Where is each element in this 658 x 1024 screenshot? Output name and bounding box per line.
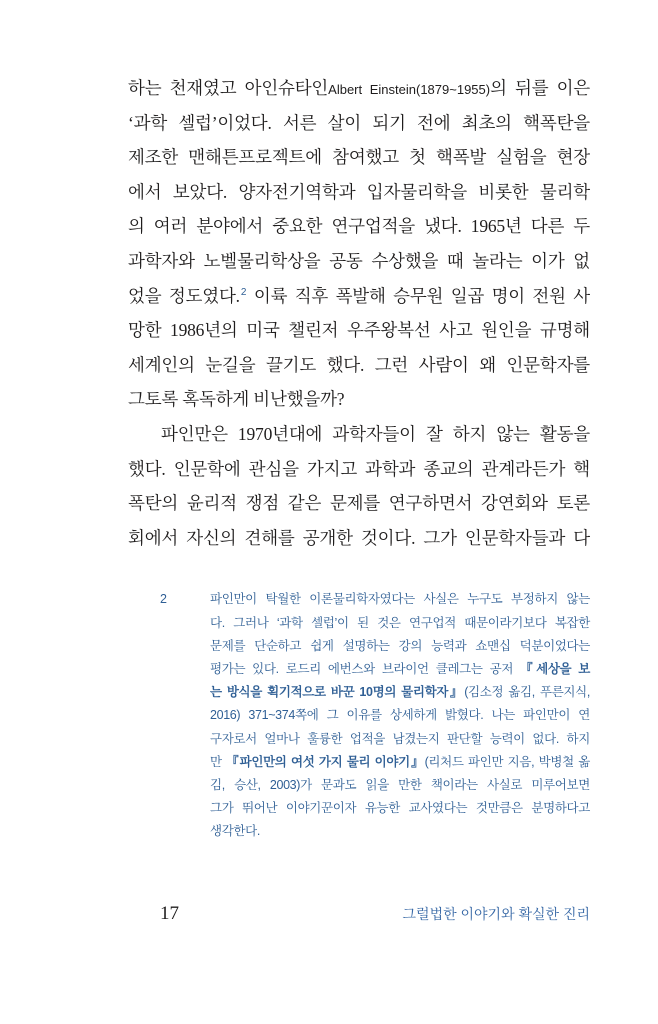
body-line-1-text-after: 의 뒤를 이은	[490, 78, 591, 98]
footnote-line-4	[210, 658, 590, 681]
footnote-line-7: 구자로서 얼마나 훌륭한 업적을 남겼는지 판단할 능력이 없다. 하지	[210, 731, 590, 746]
footnote-line-8	[210, 751, 590, 774]
body-line-11: 파인만은 1970년대에 과학자들이 잘 하지 않는 활동을	[161, 423, 590, 444]
body-line-7-text-after: 이륙 직후 폭발해 승무원 일곱 명이 전원 사	[246, 285, 590, 306]
footnote-line-3: 문제를 단순하고 쉽게 설명하는 강의 능력과 쇼맨십 덕분이었다는	[210, 638, 590, 653]
body-line-6: 과학자와 노벨물리학상을 공동 수상했을 때 놀라는 이가 없	[128, 250, 590, 271]
body-line-3: 제조한 맨해튼프로젝트에 참여했고 첫 핵폭발 실험을 현장	[128, 147, 590, 168]
footnote-line-5	[210, 681, 590, 704]
footnote-line-1: 파인만이 탁월한 이론물리학자였다는 사실은 누구도 부정하지 않는	[210, 592, 590, 607]
body-line-1-text: 하는 천재였고 아인슈타인	[128, 78, 329, 98]
body-line-2: ‘과학 셀럽’이었다. 서른 살이 되기 전에 최초의 핵폭탄을	[128, 112, 590, 133]
footnote-line-5-text-after: (김소정 옮김, 푸른지식,	[464, 685, 590, 700]
footnote-reference: 2	[240, 286, 247, 298]
body-text	[128, 71, 590, 555]
footnote-line-2: 다. 그러나 ‘과학 셀럽’이 된 것은 연구업적 때문이라기보다 복잡한	[210, 615, 590, 630]
footnote-line-4-text: 평가는 있다. 로드리 에번스와 브라이언 클레그는 공저	[210, 661, 521, 676]
body-line-7-text: 었을 정도였다.	[128, 285, 240, 306]
book-title-bold: 『파인만의 여섯 가지 물리 이야기』	[226, 754, 425, 769]
body-line-9: 세계인의 눈길을 끌기도 했다. 그런 사람이 왜 인문학자를	[128, 354, 590, 375]
body-line-1	[128, 71, 590, 106]
footnote-line-10: 그가 뛰어난 이야기꾼이자 유능한 교사였다는 것만큼은 분명하다고	[210, 801, 590, 816]
body-line-8: 망한 1986년의 미국 챌린저 우주왕복선 사고 원인을 규명해	[128, 320, 590, 341]
footnote-text	[210, 588, 590, 843]
latin-name: Albert Einstein(1879~1955)	[328, 82, 491, 97]
footnote-line-8-text-after: (리처드 파인만 지음, 박병철 옮	[424, 754, 590, 769]
body-line-14: 회에서 자신의 견해를 공개한 것이다. 그가 인문학자들과 다	[128, 527, 590, 548]
footnote-line-11: 생각한다.	[210, 824, 261, 839]
body-line-12: 했다. 인문학에 관심을 가지고 과학과 종교의 관계라든가 핵	[128, 458, 590, 479]
body-line-4: 에서 보았다. 양자전기역학과 입자물리학을 비롯한 물리학	[128, 181, 590, 202]
footnote-line-8-text: 만	[210, 754, 227, 769]
footnote-line-9: 김, 승산, 2003)가 문과도 읽을 만한 책이라는 사실로 미루어보면	[210, 777, 590, 792]
page-number: 17	[160, 903, 179, 924]
body-line-7	[128, 279, 590, 314]
book-title-bold: 『세상을 보	[520, 661, 590, 676]
footnote-number: 2	[160, 592, 167, 606]
running-title: 그럴법한 이야기와 확실한 진리	[402, 906, 590, 922]
body-line-5: 의 여러 분야에서 중요한 연구업적을 냈다. 1965년 다른 두	[128, 216, 590, 237]
book-title-bold: 는 방식을 획기적으로 바꾼 10명의 물리학자』	[210, 685, 465, 700]
footnote-line-6: 2016) 371~374쪽에 그 이유를 상세하게 밝혔다. 나는 파인만이 연	[210, 708, 590, 723]
body-line-10: 그토록 혹독하게 비난했을까?	[128, 389, 345, 410]
body-line-13: 폭탄의 윤리적 쟁점 같은 문제를 연구하면서 강연회와 토론	[128, 493, 590, 514]
